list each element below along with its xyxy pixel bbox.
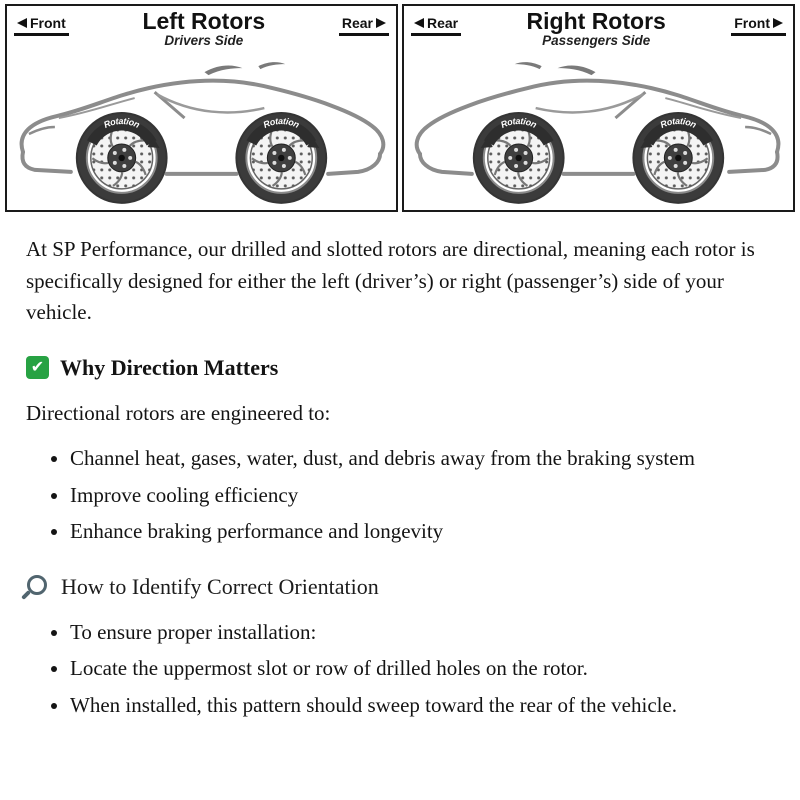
article-body — [0, 212, 800, 721]
panel-title-block — [461, 10, 731, 48]
direction-label: Rear — [341, 15, 373, 31]
direction-label: Front — [30, 15, 66, 31]
panel-subtitle: Passengers Side — [542, 33, 651, 49]
why-bullet-list — [26, 443, 774, 548]
rotation-label: Rotation — [102, 115, 142, 130]
arrow-right-icon — [376, 18, 386, 28]
rotation-label: Rotation — [499, 115, 539, 130]
front-direction-arrow — [14, 14, 69, 36]
bullet-item: • When installed, this pattern should sweep toward the rear of the vehicle. — [70, 690, 774, 722]
panel-header — [14, 10, 389, 48]
panel-title: Left Rotors — [142, 8, 266, 34]
direction-label: Front — [734, 15, 770, 31]
heading-text: How to Identify Correct Orientation — [61, 573, 379, 599]
panel-subtitle: Drivers Side — [164, 33, 244, 49]
bullet-item: • To ensure proper installation: — [70, 617, 774, 649]
panel-title-block — [69, 10, 339, 48]
rear-direction-arrow — [339, 14, 389, 36]
front-direction-arrow — [731, 14, 786, 36]
arrow-left-icon — [17, 18, 27, 28]
arrow-left-icon — [414, 18, 424, 28]
panel-right-rotors — [402, 4, 795, 212]
rear-direction-arrow — [411, 14, 461, 36]
bullet-item: • Improve cooling efficiency — [70, 480, 774, 512]
magnifier-icon — [27, 575, 47, 595]
rotor-direction-diagram — [0, 0, 800, 212]
identify-orientation-heading — [26, 570, 774, 603]
why-direction-matters-heading — [26, 351, 774, 384]
rotation-label: Rotation — [261, 115, 301, 130]
intro-paragraph: At SP Performance, our drilled and slotted rotors are directional, meaning each rotor is specifically designed for either the left (driver’s) or right (passenger’s) side of your vehicle. — [26, 237, 755, 324]
bullet-item: • Enhance braking performance and longevity — [70, 516, 774, 548]
identify-bullet-list — [26, 617, 774, 722]
car-sketch-passengers-side — [404, 58, 793, 208]
panel-title: Right Rotors — [526, 8, 666, 34]
rotation-label: Rotation — [658, 115, 698, 130]
arrow-right-icon — [773, 18, 783, 28]
panel-left-rotors — [5, 4, 398, 212]
bullet-item: • Channel heat, gases, water, dust, and debris away from the braking system — [70, 443, 774, 475]
car-sketch-drivers-side — [7, 58, 396, 208]
engineered-lead: Directional rotors are engineered to: — [26, 400, 331, 425]
check-icon: ✔ — [26, 356, 49, 379]
direction-label: Rear — [427, 15, 459, 31]
panel-header — [411, 10, 786, 48]
heading-text: Why Direction Matters — [60, 354, 279, 380]
bullet-item: • Locate the uppermost slot or row of drilled holes on the rotor. — [70, 653, 774, 685]
